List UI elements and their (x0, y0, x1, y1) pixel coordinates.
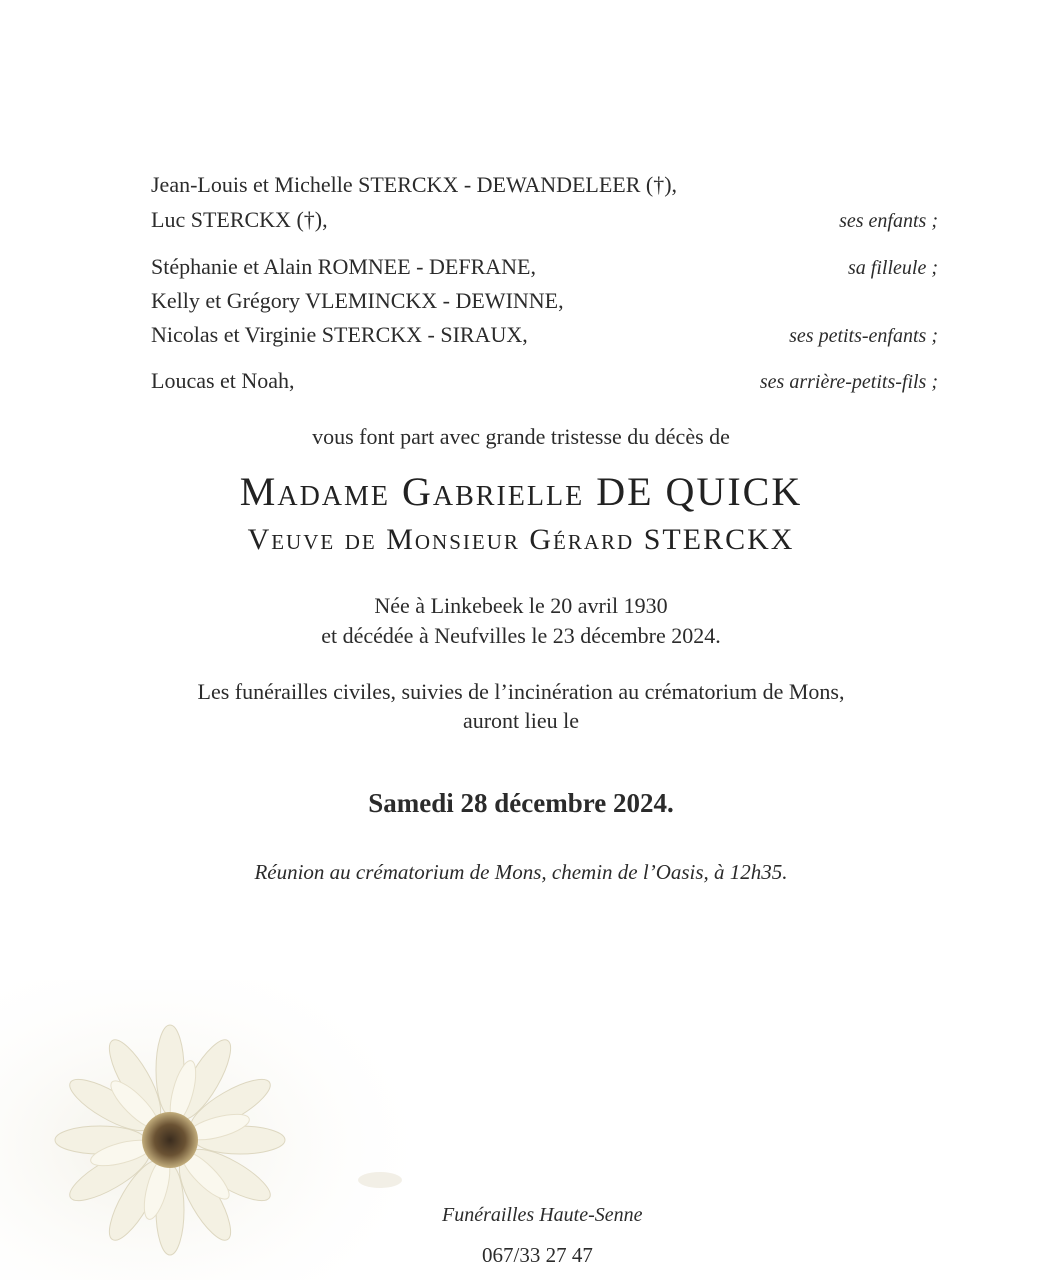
flower-decoration (0, 980, 420, 1280)
family-line-2: Luc STERCKX (†), (151, 207, 328, 232)
relation-children: ses enfants ; (839, 210, 938, 232)
family-line-6: Loucas et Noah, (151, 368, 295, 393)
deceased-name: Madame Gabrielle DE QUICK (239, 469, 803, 514)
death-line: et décédée à Neufvilles le 23 décembre 2024. (321, 623, 721, 648)
meeting-info: Réunion au crématorium de Mons, chemin de l’Oasis, à 12h35. (254, 860, 788, 884)
family-line-3: Stéphanie et Alain ROMNEE - DEFRANE, (151, 254, 536, 279)
intro-text: vous font part avec grande tristesse du décès de (312, 424, 730, 449)
funeral-date: Samedi 28 décembre 2024. (368, 788, 674, 818)
funeral-home-phone: 067/33 27 47 (482, 1243, 593, 1267)
funeral-line-1: Les funérailles civiles, suivies de l’incinération au crématorium de Mons, (197, 679, 845, 704)
funeral-line-2: auront lieu le (462, 708, 580, 733)
deceased-widow-of: Veuve de Monsieur Gérard STERCKX (247, 523, 795, 556)
family-line-4: Kelly et Grégory VLEMINCKX - DEWINNE, (151, 288, 564, 313)
birth-line: Née à Linkebeek le 20 avril 1930 (374, 593, 668, 618)
relation-grandchildren: ses petits-enfants ; (789, 325, 938, 347)
relation-goddaughter: sa filleule ; (848, 257, 938, 279)
family-line-1: Jean-Louis et Michelle STERCKX - DEWANDELEER (†), (151, 172, 678, 197)
family-line-5: Nicolas et Virginie STERCKX - SIRAUX, (151, 322, 528, 347)
funeral-home-name: Funérailles Haute-Senne (442, 1204, 643, 1226)
relation-great-grandchildren: ses arrière-petits-fils ; (759, 371, 938, 393)
